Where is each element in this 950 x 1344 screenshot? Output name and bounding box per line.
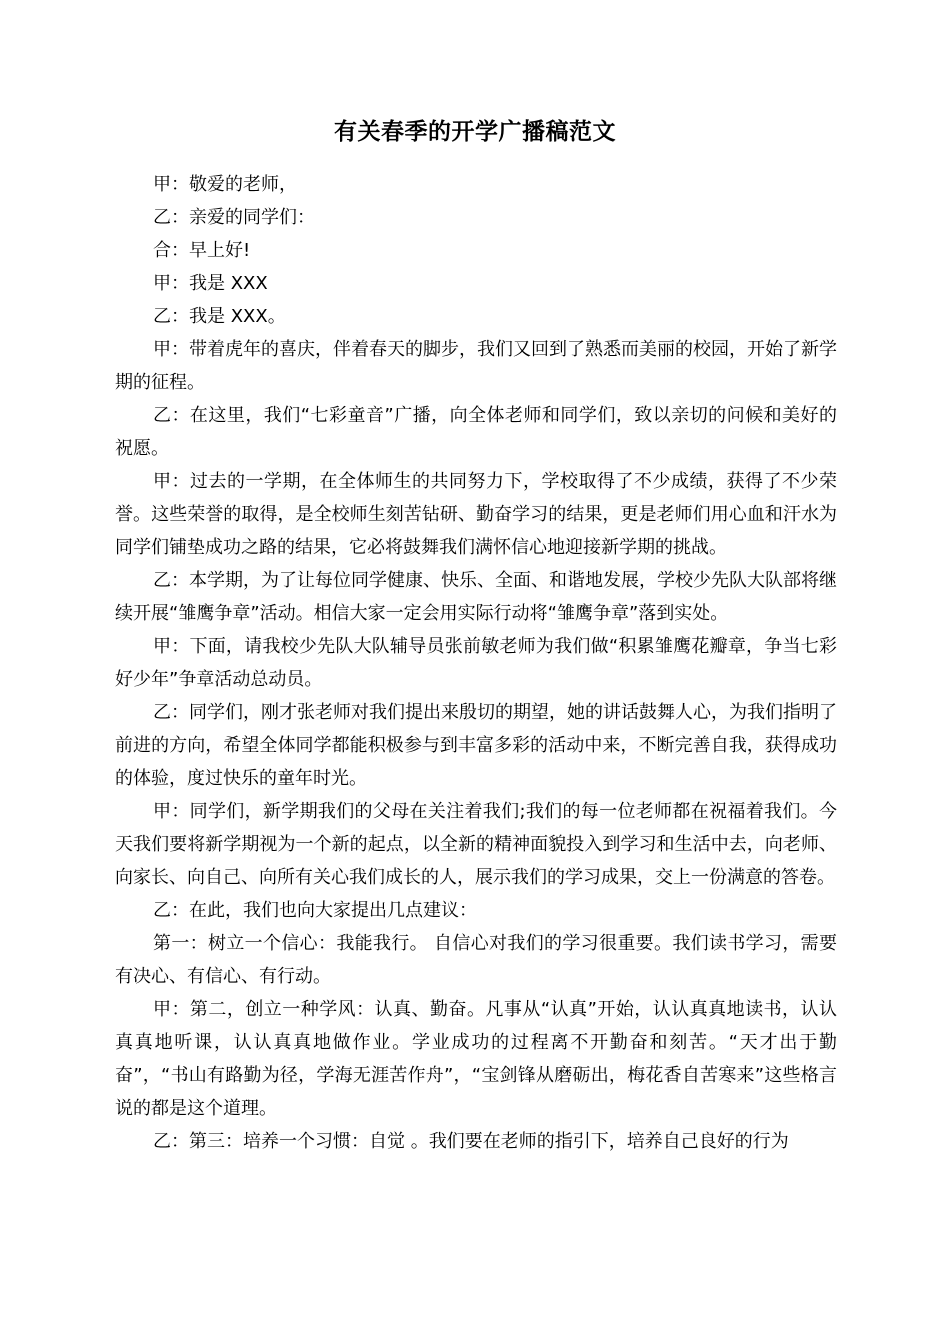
paragraph: 第一：树立一个信心：我能我行。 自信心对我们的学习很重要。我们读书学习，需要有决心、有信心、有行动。 bbox=[115, 933, 837, 987]
paragraph: 甲：第二，创立一种学风：认真、勤奋。凡事从“认真”开始，认认真真地读书，认认真真地听课，认认真真地做作业。学业成功的过程离不开勤奋和刻苦。“天才出于勤奋”，“书山有路勤为径，学海无涯苦作舟”，“宝剑锋从磨砺出，梅花香自苦寒来”这些格言说的都是这个道理。 bbox=[115, 999, 837, 1119]
paragraph: 乙：在此，我们也向大家提出几点建议： bbox=[153, 900, 477, 921]
paragraph: 甲：敬爱的老师， bbox=[153, 174, 297, 195]
paragraph: 甲：我是 XXX bbox=[153, 273, 268, 294]
document-title: 有关春季的开学广播稿范文 bbox=[334, 119, 616, 145]
paragraph: 乙：在这里，我们“七彩童音”广播，向全体老师和同学们，致以亲切的问候和美好的祝愿。 bbox=[115, 405, 837, 459]
paragraph: 乙：同学们，刚才张老师对我们提出来殷切的期望，她的讲话鼓舞人心，为我们指明了前进的方向，希望全体同学都能积极参与到丰富多彩的活动中来，不断完善自我，获得成功的体验，度过快乐的童年时光。 bbox=[115, 702, 837, 789]
paragraph: 乙：亲爱的同学们： bbox=[153, 207, 315, 228]
paragraph: 乙：第三：培养一个习惯：自觉 。我们要在老师的指引下，培养自己良好的行为 bbox=[153, 1131, 789, 1152]
paragraph: 甲：同学们，新学期我们的父母在关注着我们;我们的每一位老师都在祝福着我们。今天我们要将新学期视为一个新的起点，以全新的精神面貌投入到学习和生活中去，向老师、向家长、向自己、向所有关心我们成长的人，展示我们的学习成果，交上一份满意的答卷。 bbox=[115, 801, 837, 888]
paragraph: 甲：带着虎年的喜庆，伴着春天的脚步，我们又回到了熟悉而美丽的校园，开始了新学期的征程。 bbox=[115, 339, 837, 393]
document-body bbox=[115, 168, 837, 1158]
paragraph: 乙：我是 XXX。 bbox=[153, 306, 286, 327]
paragraph: 合：早上好! bbox=[153, 240, 251, 261]
paragraph: 甲：过去的一学期，在全体师生的共同努力下，学校取得了不少成绩，获得了不少荣誉。这些荣誉的取得，是全校师生刻苦钻研、勤奋学习的结果，更是老师们用心血和汗水为同学们铺垫成功之路的结果，它必将鼓舞我们满怀信心地迎接新学期的挑战。 bbox=[115, 471, 837, 558]
paragraph: 甲：下面，请我校少先队大队辅导员张前敏老师为我们做“积累雏鹰花瓣章，争当七彩好少年”争章活动总动员。 bbox=[115, 636, 837, 690]
paragraph: 乙：本学期，为了让每位同学健康、快乐、全面、和谐地发展，学校少先队大队部将继续开展“雏鹰争章”活动。相信大家一定会用实际行动将“雏鹰争章”落到实处。 bbox=[115, 570, 837, 624]
